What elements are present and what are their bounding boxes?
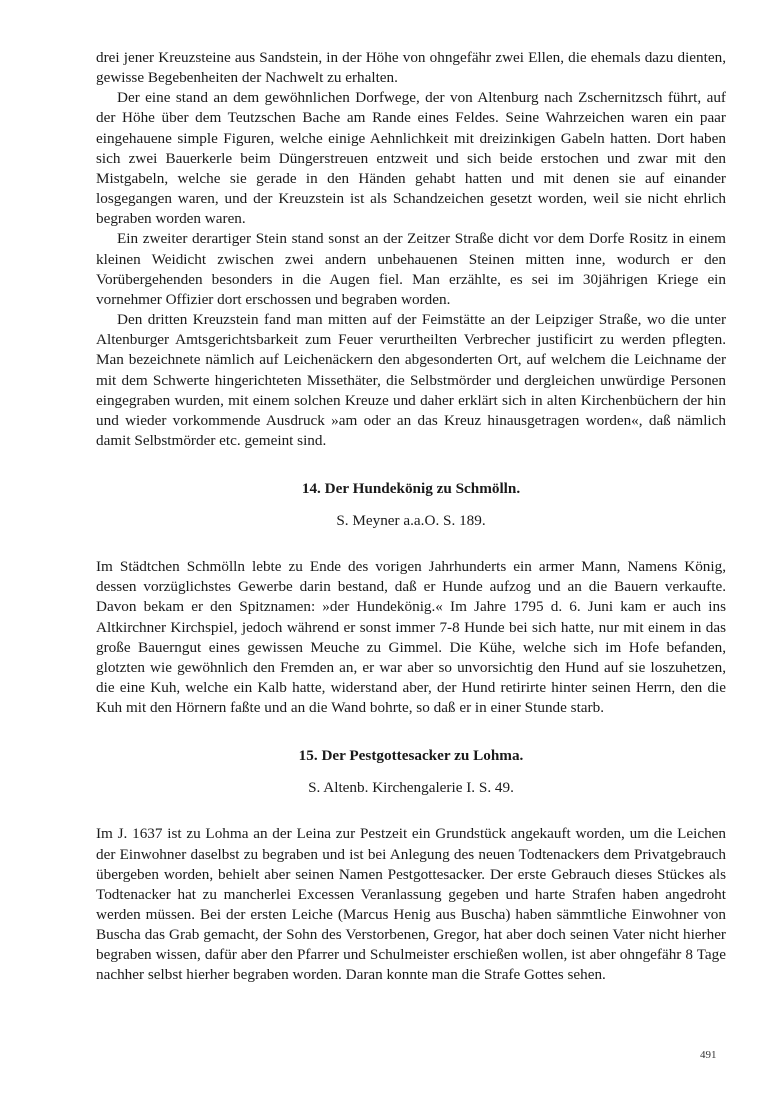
intro-paragraph-third-stone: Den dritten Kreuzstein fand man mitten auf der Feimstätte an der Leipziger Straße, wo die unter Altenburger Amtsgerichtsbarkeit zum Feuer verurtheilten Verbrecher justificirt zu werden pflegten. Man bezeichnete nämlich auf Leichenäckern den abgesonderten Ort, auf welchem die Leichname der mit dem Schwerte hingerichteten Missethäter, die Selbstmörder und dergleichen unwürdige Personen eingegraben wurden, mit einem solchen Kreuze und daher erklärt sich in alten Kirchenbüchern der hin und wieder vorkommende Ausdruck »am oder an das Kreuz hinausgetragen worden«, daß nämlich damit Selbstmörder etc. gemeint sind. <box>96 311 726 449</box>
intro-paragraph-first-stone: Der eine stand an dem gewöhnlichen Dorfwege, der von Altenburg nach Zschernitzsch führt, auf der Höhe über dem Teutzschen Bache am Rande eines Feldes. Seine Wahrzeichen waren ein paar eingehauene simple Figuren, welche einige Aehnlichkeit mit dreizinkigen Gabeln hatten. Dort haben sich zwei Bauerkerle beim Düngerstreuen entzweit und sich beide erstochen und zwar mit den Mistgabeln, welche sie gerade in den Händen gehabt hatten und mit denen sie auf einander losgegangen waren, und der Kreuzstein ist als Schandzeichen gesetzt worden, weil sie nicht ehrlich begraben worden waren. <box>96 89 726 228</box>
page-number: 491 <box>700 1049 717 1061</box>
section-15 <box>96 746 726 985</box>
section-spacer <box>96 451 726 479</box>
section-15-source: S. Altenb. Kirchengalerie I. S. 49. <box>308 779 514 797</box>
section-spacer <box>96 798 726 824</box>
section-15-title: 15. Der Pestgottesacker zu Lohma. <box>298 747 524 765</box>
section-14-body: Im Städtchen Schmölln lebte zu Ende des vorigen Jahrhunderts ein armer Mann, Namens König, dessen vorzüglichstes Gewerbe darin bestand, daß er Hunde aufzog und an die Bauern verkaufte. Davon bekam er den Spitznamen: »der Hundekönig.« Im Jahre 1795 d. 6. Juni kam er auch ins Altkirchner Kirchspiel, jedoch während er sonst immer 7-8 Hunde bei sich hatte, nur mit einem in das große Bauerngut eines gewissen Meuche zu Gimmel. Die Kühe, welche sich im Hofe befanden, glotzten wie gewöhnlich den Fremden an, er war aber so unvorsichtig den Hund auf sie loszuhetzen, die eine Kuh, welche ein Kalb hatte, widerstand aber, der Hund retirirte hinter seinen Herrn, den die Kuh mit den Hörnern faßte und an die Wand bohrte, so daß er in einer Stunde starb. <box>96 558 726 717</box>
section-15-body: Im J. 1637 ist zu Lohma an der Leina zur Pestzeit ein Grundstück angekauft worden, um die Leichen der Einwohner daselbst zu begraben und ist bei Anlegung des neuen Todtenackers dem Privatgebrauch übergeben worden, behielt aber seinen Namen Pestgottesacker. Der erste Gebrauch dieses Stückes als Todtenacker hat zu mancherlei Excessen Veranlassung gegeben und harte Strafen haben angedroht werden müssen. Bei der ersten Leiche (Marcus Henig aus Buscha) haben sämmtliche Einwohner von Buscha das Grab gemacht, der Sohn des Verstorbenen, Gregor, hat aber doch seinen Vater nicht hierher begraben wissen, dafür aber den Pfarrer und Schulmeister erschießen wollen, ist aber ohngefähr 8 Tage nachher selbst hierher begraben worden. Daran konnte man die Strafe Gottes sehen. <box>96 825 726 984</box>
section-14-source: S. Meyner a.a.O. S. 189. <box>336 512 486 530</box>
section-spacer <box>96 718 726 746</box>
section-14 <box>96 479 726 718</box>
page-body <box>96 48 726 986</box>
intro-paragraph-second-stone: Ein zweiter derartiger Stein stand sonst an der Zeitzer Straße dicht vor dem Dorfe Rositz in einem kleinen Weidicht zwischen zwei andern unbehauenen Steinen mitten inne, wodurch er den Vorübergehenden besonders in die Augen fiel. Man erzählte, es sei im 30jährigen Kriege ein vornehmer Offizier dort erschossen und begraben worden. <box>96 230 726 308</box>
section-spacer <box>96 531 726 557</box>
intro-paragraph-continuation: drei jener Kreuzsteine aus Sandstein, in der Höhe von ohngefähr zwei Ellen, die ehemals dazu dienten, gewisse Begebenheiten der Nachwelt zu erhalten. <box>96 49 726 87</box>
section-14-title: 14. Der Hundekönig zu Schmölln. <box>301 480 521 498</box>
